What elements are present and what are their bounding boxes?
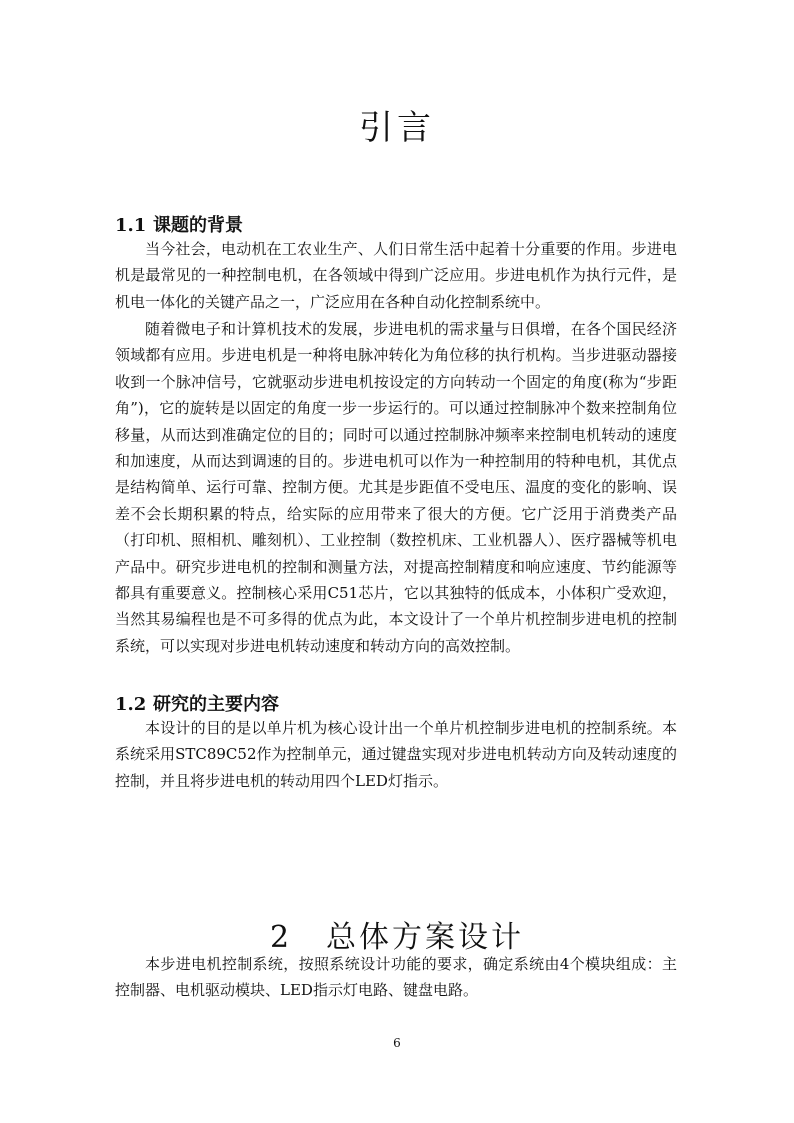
page-title: 引言: [359, 108, 435, 148]
section-number: 1.1: [115, 215, 147, 236]
section-title: 研究的主要内容: [153, 694, 279, 715]
paragraph: 本步进电机控制系统，按照系统设计功能的要求，确定系统由4个模块组成：主控制器、电机驱动模块、LED指示灯电路、键盘电路。: [115, 955, 677, 1000]
chapter-title: 总体方案设计: [326, 920, 525, 955]
section-number: 1.2: [115, 694, 147, 715]
section-heading-1-2: [115, 690, 279, 716]
paragraph: 本设计的目的是以单片机为核心设计出一个单片机控制步进电机的控制系统。本系统采用STC89C52作为控制单元，通过键盘实现对步进电机转动方向及转动速度的控制，并且将步进电机的转动用四个LED灯指示。: [115, 719, 677, 790]
paragraph: 当今社会，电动机在工农业生产、人们日常生活中起着十分重要的作用。步进电机是最常见的一种控制电机，在各领域中得到广泛应用。步进电机作为执行元件，是机电一体化的关键产品之一，广泛应用在各种自动化控制系统中。: [115, 240, 677, 311]
chapter-heading: [0, 912, 794, 956]
chapter-number: 2: [269, 920, 293, 955]
section-heading-1-1: [115, 211, 243, 237]
page-number: 6: [393, 1036, 401, 1050]
section-title: 课题的背景: [153, 215, 243, 236]
paragraph: 随着微电子和计算机技术的发展，步进电机的需求量与日俱增，在各个国民经济领域都有应用。步进电机是一种将电脉冲转化为角位移的执行机构。当步进驱动器接收到一个脉冲信号，它就驱动步进电机按设定的方向转动一个固定的角度(称为“步距角”)，它的旋转是以固定的角度一步一步运行的。可以通过控制脉冲个数来控制角位移量，从而达到准确定位的目的；同时可以通过控制脉冲频率来控制电机转动的速度和加速度，从而达到调速的目的。步进电机可以作为一种控制用的特种电机，其优点是结构简单、运行可靠、控制方便。尤其是步距值不受电压、温度的变化的影响、误差不会长期积累的特点，给实际的应用带来了很大的方便。它广泛用于消费类产品（打印机、照相机、雕刻机）、工业控制（数控机床、工业机器人）、医疗器械等机电产品中。研究步进电机的控制和测量方法，对提高控制精度和响应速度、节约能源等都具有重要意义。控制核心采用C51芯片，它以其独特的低成本，小体积广受欢迎，当然其易编程也是不可多得的优点为此，本文设计了一个单片机控制步进电机的控制系统，可以实现对步进电机转动速度和转动方向的高效控制。: [115, 320, 677, 655]
